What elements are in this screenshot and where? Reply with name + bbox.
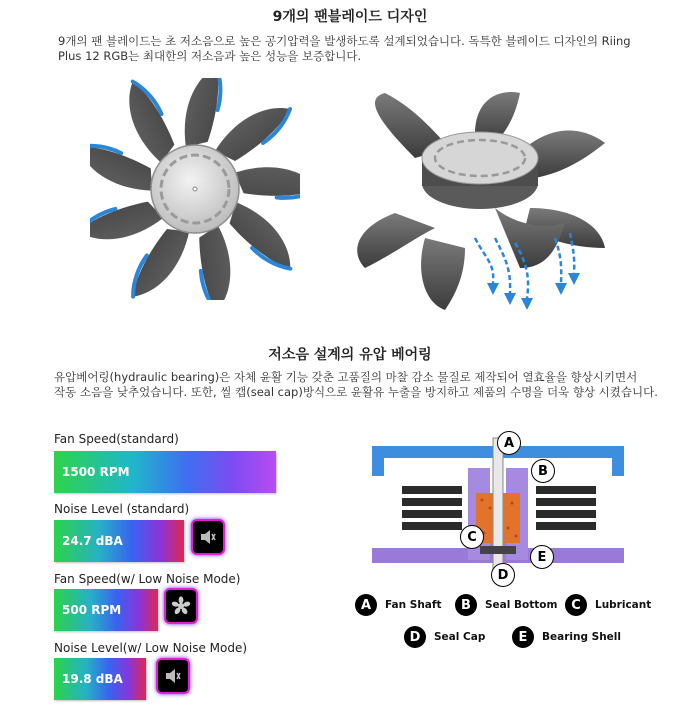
- bearing-description-line2: 작동 소음을 낮추었습니다. 또한, 씰 캡(seal cap)방식으로 윤활유 누출을 방지하고 제품의 수명을 더욱 향상 시켰습니다.: [54, 385, 658, 399]
- legend-text: Seal Bottom: [485, 599, 558, 611]
- fan-side-airflow-image: [355, 88, 615, 320]
- spec-label-noise-standard: Noise Level (standard): [54, 502, 190, 516]
- spec-value-fan-speed-standard: 1500 RPM: [62, 465, 130, 479]
- legend-item-bearing-shell: [512, 626, 621, 648]
- section-title-fan-blade: 9개의 팬블레이드 디자인: [272, 9, 428, 25]
- spec-bar-noise-low-noise: [54, 658, 146, 700]
- legend-badge: E: [512, 626, 534, 648]
- spec-bar-fan-speed-standard: [54, 451, 276, 493]
- spec-value-noise-low-noise: 19.8 dBA: [62, 672, 123, 686]
- fan-blade-description-line2: Plus 12 RGB는 최대한의 저소음과 높은 성능을 보증합니다.: [58, 49, 362, 63]
- bearing-description: [54, 370, 699, 400]
- spec-label-noise-low-noise: Noise Level(w/ Low Noise Mode): [54, 641, 248, 655]
- legend-badge: B: [455, 594, 477, 616]
- callout-d: D: [491, 563, 515, 587]
- legend-item-lubricant: [565, 594, 651, 616]
- speaker-icon: [193, 521, 223, 553]
- legend-badge: D: [404, 626, 426, 648]
- spec-label-fan-speed-standard: Fan Speed(standard): [54, 432, 179, 446]
- legend-item-seal-cap: [404, 626, 485, 648]
- legend-text: Seal Cap: [434, 631, 486, 643]
- legend-text: Fan Shaft: [385, 599, 442, 611]
- spec-value-fan-speed-low-noise: 500 RPM: [62, 603, 122, 617]
- legend-text: Bearing Shell: [542, 631, 621, 643]
- fan-blade-description-line1: 9개의 팬 블레이드는 초 저소음으로 높은 공기압력을 발생하도록 설계되었습니다. 독특한 블레이드 디자인의 Riing: [58, 34, 631, 48]
- callout-c: C: [460, 525, 484, 549]
- callout-a: A: [497, 431, 521, 455]
- legend-text: Lubricant: [595, 599, 652, 611]
- spec-value-noise-standard: 24.7 dBA: [62, 534, 123, 548]
- legend-item-seal-bottom: [455, 594, 557, 616]
- speaker-icon: [158, 660, 188, 692]
- legend-item-fan-shaft: [355, 594, 441, 616]
- spec-bar-fan-speed-low-noise: [54, 589, 158, 631]
- bearing-description-line1: 유압베어링(hydraulic bearing)은 자체 윤활 기능 갖춘 고품질의 마찰 감소 물질로 제작되어 열효율을 향상시키면서: [54, 370, 638, 384]
- callout-e: E: [530, 545, 554, 569]
- spec-bar-noise-standard: [54, 520, 184, 562]
- fan-blade: [215, 108, 290, 161]
- fan-icon: [166, 590, 196, 622]
- fan-front-image: [90, 78, 300, 300]
- fan-blade-description: [58, 34, 698, 64]
- legend-badge: A: [355, 594, 377, 616]
- spec-label-fan-speed-low-noise: Fan Speed(w/ Low Noise Mode): [54, 572, 241, 586]
- section-title-bearing: 저소음 설계의 유압 베어링: [268, 347, 432, 363]
- legend-badge: C: [565, 594, 587, 616]
- callout-b: B: [531, 459, 555, 483]
